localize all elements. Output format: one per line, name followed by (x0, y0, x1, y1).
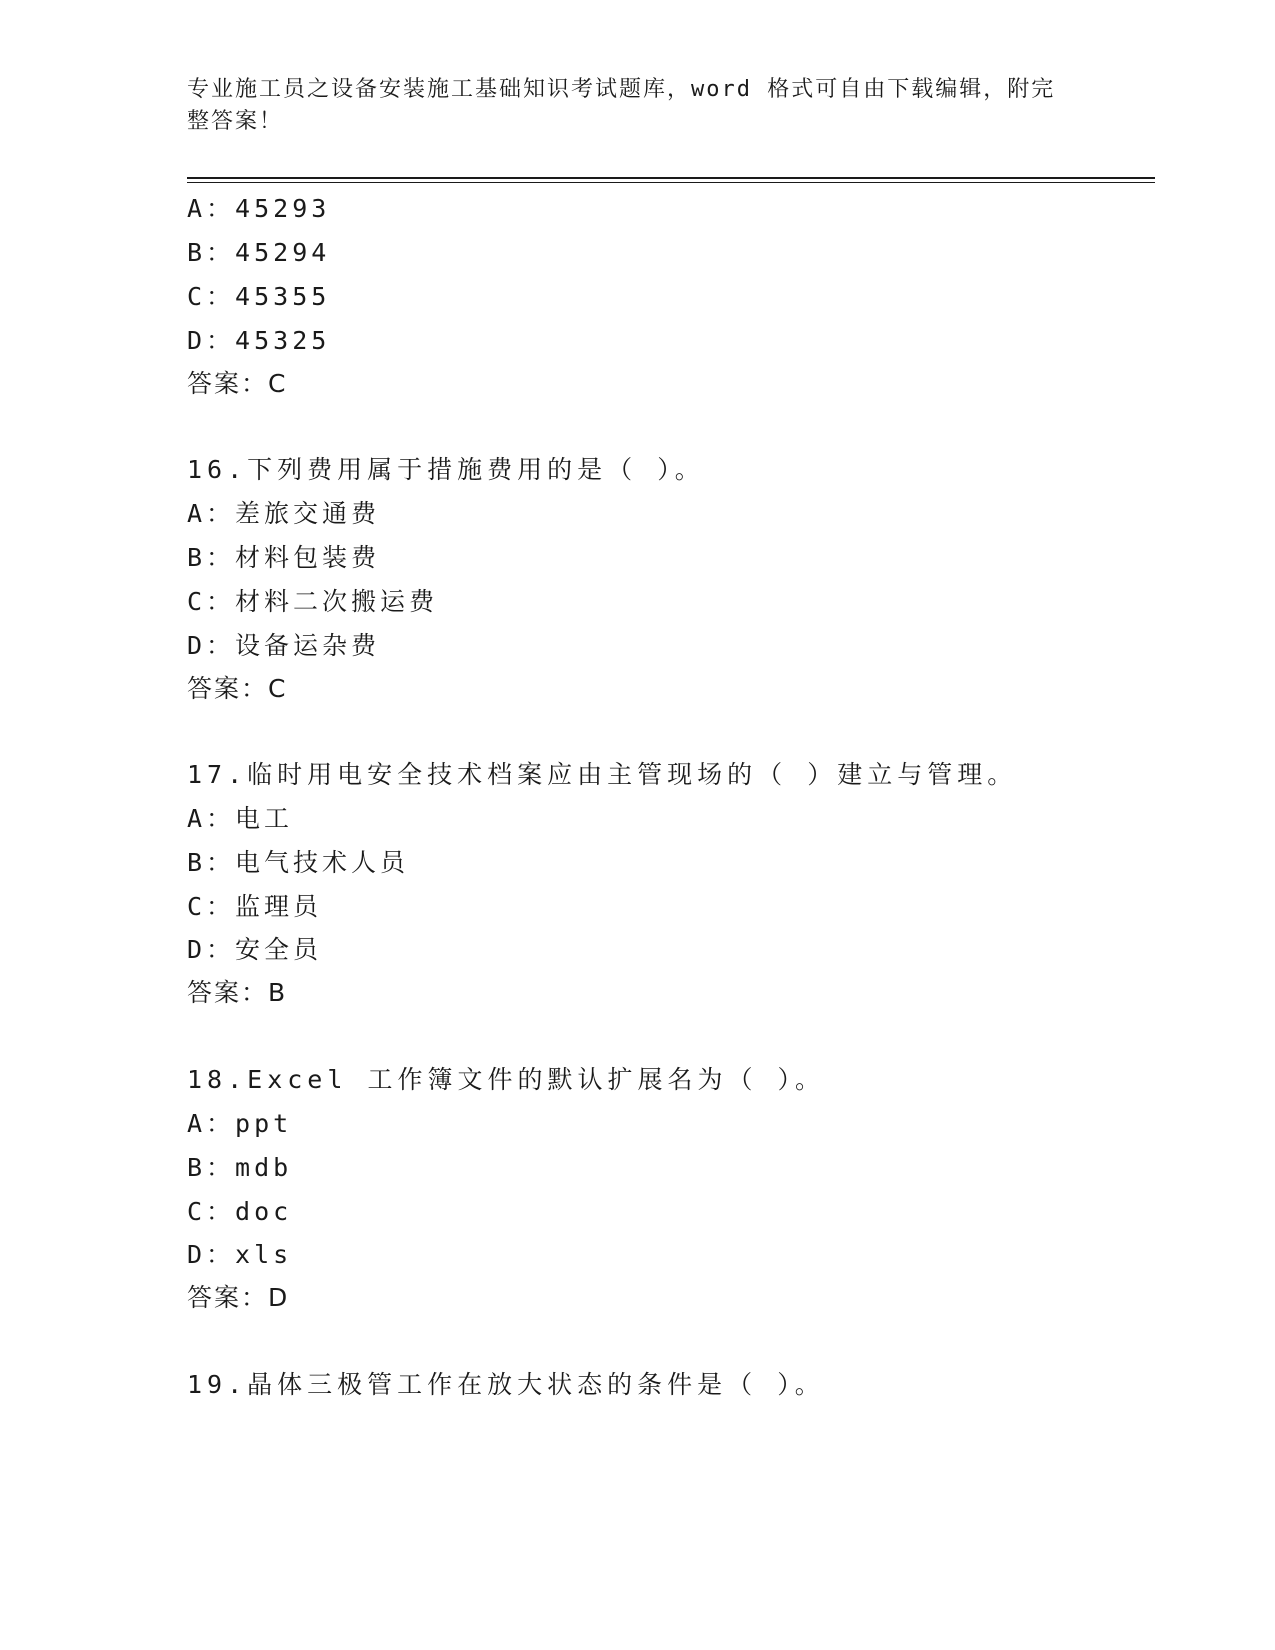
q15-option-b: B：45294 (187, 238, 331, 267)
q18-answer: 答案：D (187, 1283, 290, 1312)
q18-option-c: C：doc (187, 1197, 293, 1226)
header-line-1: 专业施工员之设备安装施工基础知识考试题库，word 格式可自由下载编辑，附完 (187, 77, 1056, 102)
q17-answer: 答案：B (187, 978, 288, 1007)
q16-answer: 答案：C (187, 674, 288, 703)
q18-question: 18.Excel 工作簿文件的默认扩展名为（ ）。 (187, 1065, 826, 1094)
q16-option-d: D：设备运杂费 (187, 631, 381, 660)
q17-option-d: D：安全员 (187, 935, 323, 964)
q16-option-b: B：材料包装费 (187, 543, 381, 572)
q18-option-d: D：xls (187, 1240, 293, 1269)
q18-option-a: A：ppt (187, 1109, 293, 1138)
document-header (187, 74, 1067, 138)
q15-option-c: C：45355 (187, 282, 331, 311)
q15-option-a: A：45293 (187, 194, 331, 223)
header-line-2: 整答案！ (187, 109, 284, 134)
q16-option-a: A：差旅交通费 (187, 499, 381, 528)
q16-question: 16.下列费用属于措施费用的是（ ）。 (187, 455, 705, 484)
q15-option-d: D：45325 (187, 326, 331, 355)
q18-option-b: B：mdb (187, 1153, 293, 1182)
q19-question: 19.晶体三极管工作在放大状态的条件是（ ）。 (187, 1370, 825, 1399)
q17-option-a: A：电工 (187, 804, 294, 833)
header-divider-thin (187, 182, 1155, 183)
q17-option-b: B：电气技术人员 (187, 848, 410, 877)
q16-option-c: C：材料二次搬运费 (187, 587, 439, 616)
q15-answer: 答案：C (187, 369, 288, 398)
q17-question: 17.临时用电安全技术档案应由主管现场的（ ）建立与管理。 (187, 760, 1018, 789)
q17-option-c: C：监理员 (187, 892, 323, 921)
header-divider-thick (187, 177, 1155, 179)
